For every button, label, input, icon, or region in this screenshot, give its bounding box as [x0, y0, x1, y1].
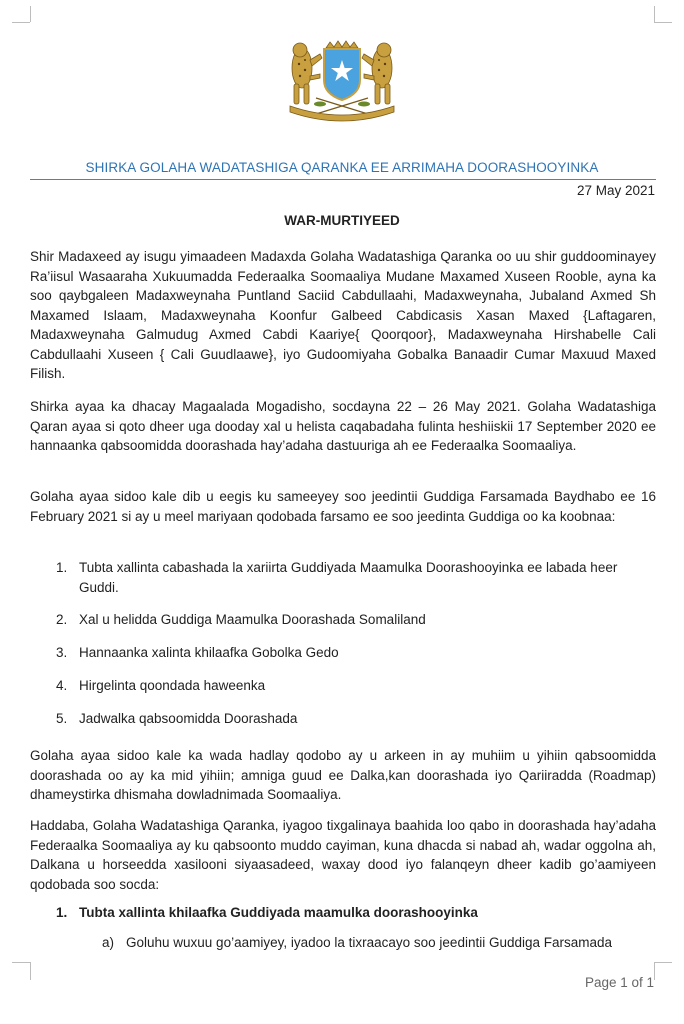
document-date: 27 May 2021: [576, 183, 655, 198]
list-item-number: 3.: [56, 645, 68, 660]
list-item-text: Xal u helidda Guddiga Maamulka Doorashada Somaliland: [79, 612, 426, 627]
list-item-text: Hirgelinta qoondada haweenka: [79, 678, 266, 693]
crop-mark-top-right: [654, 22, 672, 23]
list-item-text: Jadwalka qabsoomidda Doorashada: [79, 711, 298, 726]
section-number: 1.: [56, 905, 68, 920]
crop-mark-bottom-right: [654, 962, 655, 980]
list-item-number: 2.: [56, 612, 68, 627]
crop-mark-bottom-left: [30, 962, 31, 980]
paragraph-3: Golaha ayaa sidoo kale dib u eegis ku sameeyey soo jeedintii Guddiga Farsamada Baydhabo ee 16 February 2021 si ay u meel mariyaan qodobada farsamo ee soo jeedinta Guddiga oo ka koobnaa:: [30, 489, 656, 524]
crop-mark-bottom-right: [654, 962, 672, 963]
list-item-number: 4.: [56, 678, 68, 693]
page-number: Page 1 of 1: [584, 975, 654, 990]
list-item-text: Hannaanka xalinta khilaafka Gobolka Gedo: [79, 645, 339, 660]
list-item-number: 5.: [56, 711, 68, 726]
crop-mark-bottom-left: [12, 962, 30, 963]
somalia-coat-of-arms-icon: [280, 40, 404, 128]
crop-mark-top-left: [30, 6, 31, 22]
list-item-number: 1.: [56, 560, 68, 575]
letterhead-title: SHIRKA GOLAHA WADATASHIGA QARANKA EE ARRIMAHA DOORASHOOYINKA: [85, 160, 599, 175]
crop-mark-top-right: [654, 6, 655, 22]
sub-item-text: Goluhu wuxuu go’aamiyey, iyadoo la tixraacayo soo jeedintii Guddiga Farsamada: [126, 935, 613, 950]
section-title: Tubta xallinta khilaafka Guddiyada maamulka doorashooyinka: [79, 905, 478, 920]
paragraph-1: Shir Madaxeed ay isugu yimaadeen Madaxda Golaha Wadatashiga Qaranka oo uu shir guddoominayey Ra’iisul Wasaaraha Xukuumadda Federaalka Soomaaliya Mudane Maxamed Xuseen Rooble, ayna ka soo qaybgaleen Madaxweynaha Puntland Saciid Cabdullaahi, Madaxweynaha, Jubaland Axmed Sh Maxamed Islaam, Madaxweynaha Koonfur Galbeed Cabdicasis Xasan Maxed {Laftagaren, Madaxweynaha Galmudug Axmed Cabdi Kaariye{ Qoorqoor}, Madaxweynaha Hirshabelle Cali Cabdullaahi Xuseen { Cali Guudlaawe}, iyo Gudoomiyaha Gobalka Banaadir Cumar Maxuud Maxed Filish.: [30, 249, 656, 381]
document-title: WAR-MURTIYEED: [284, 213, 400, 228]
crop-mark-top-left: [12, 22, 30, 23]
paragraph-5: Haddaba, Golaha Wadatashiga Qaranka, iyagoo tixgalinaya baahida loo qabo in doorashada hay’adaha Federaalka Soomaaliya ay ku qabsoonto muddo cayiman, kuna dhacda si nabad ah, wadar oggolna ah, Dalkana u horseedda xasilooni siyaasadeed, waxay dood iyo falanqeyn dheer kadib go’aamiyeen qodobada soo socda:: [30, 818, 656, 892]
sub-item-label: a): [102, 935, 115, 950]
paragraph-2: Shirka ayaa ka dhacay Magaalada Mogadisho, socdayna 22 – 26 May 2021. Golaha Wadatashiga Qaran ayaa si qoto dheer uga dooday xal u helista caqabadaha fulinta heshiiskii 17 September 2020 ee hannaanka qabsoomidda doorashada hay’adaha dastuuriga ah ee Federaalka Soomaaliya.: [30, 399, 656, 453]
paragraph-4: Golaha ayaa sidoo kale ka wada hadlay qodobo ay u arkeen in ay muhiim u yihiin qabsoomidda doorashada oo ay ka mid yihiin; amniga guud ee Dalka,kan doorashada iyo Qariiradda (Roadmap) dhameystirka dhismaha dowladnimada Soomaaliya.: [30, 748, 656, 802]
list-item-text: Tubta xallinta cabashada la xariirta Guddiyada Maamulka Doorashooyinka ee labada heer Guddi.: [79, 560, 618, 595]
letterhead-divider: [30, 179, 656, 180]
